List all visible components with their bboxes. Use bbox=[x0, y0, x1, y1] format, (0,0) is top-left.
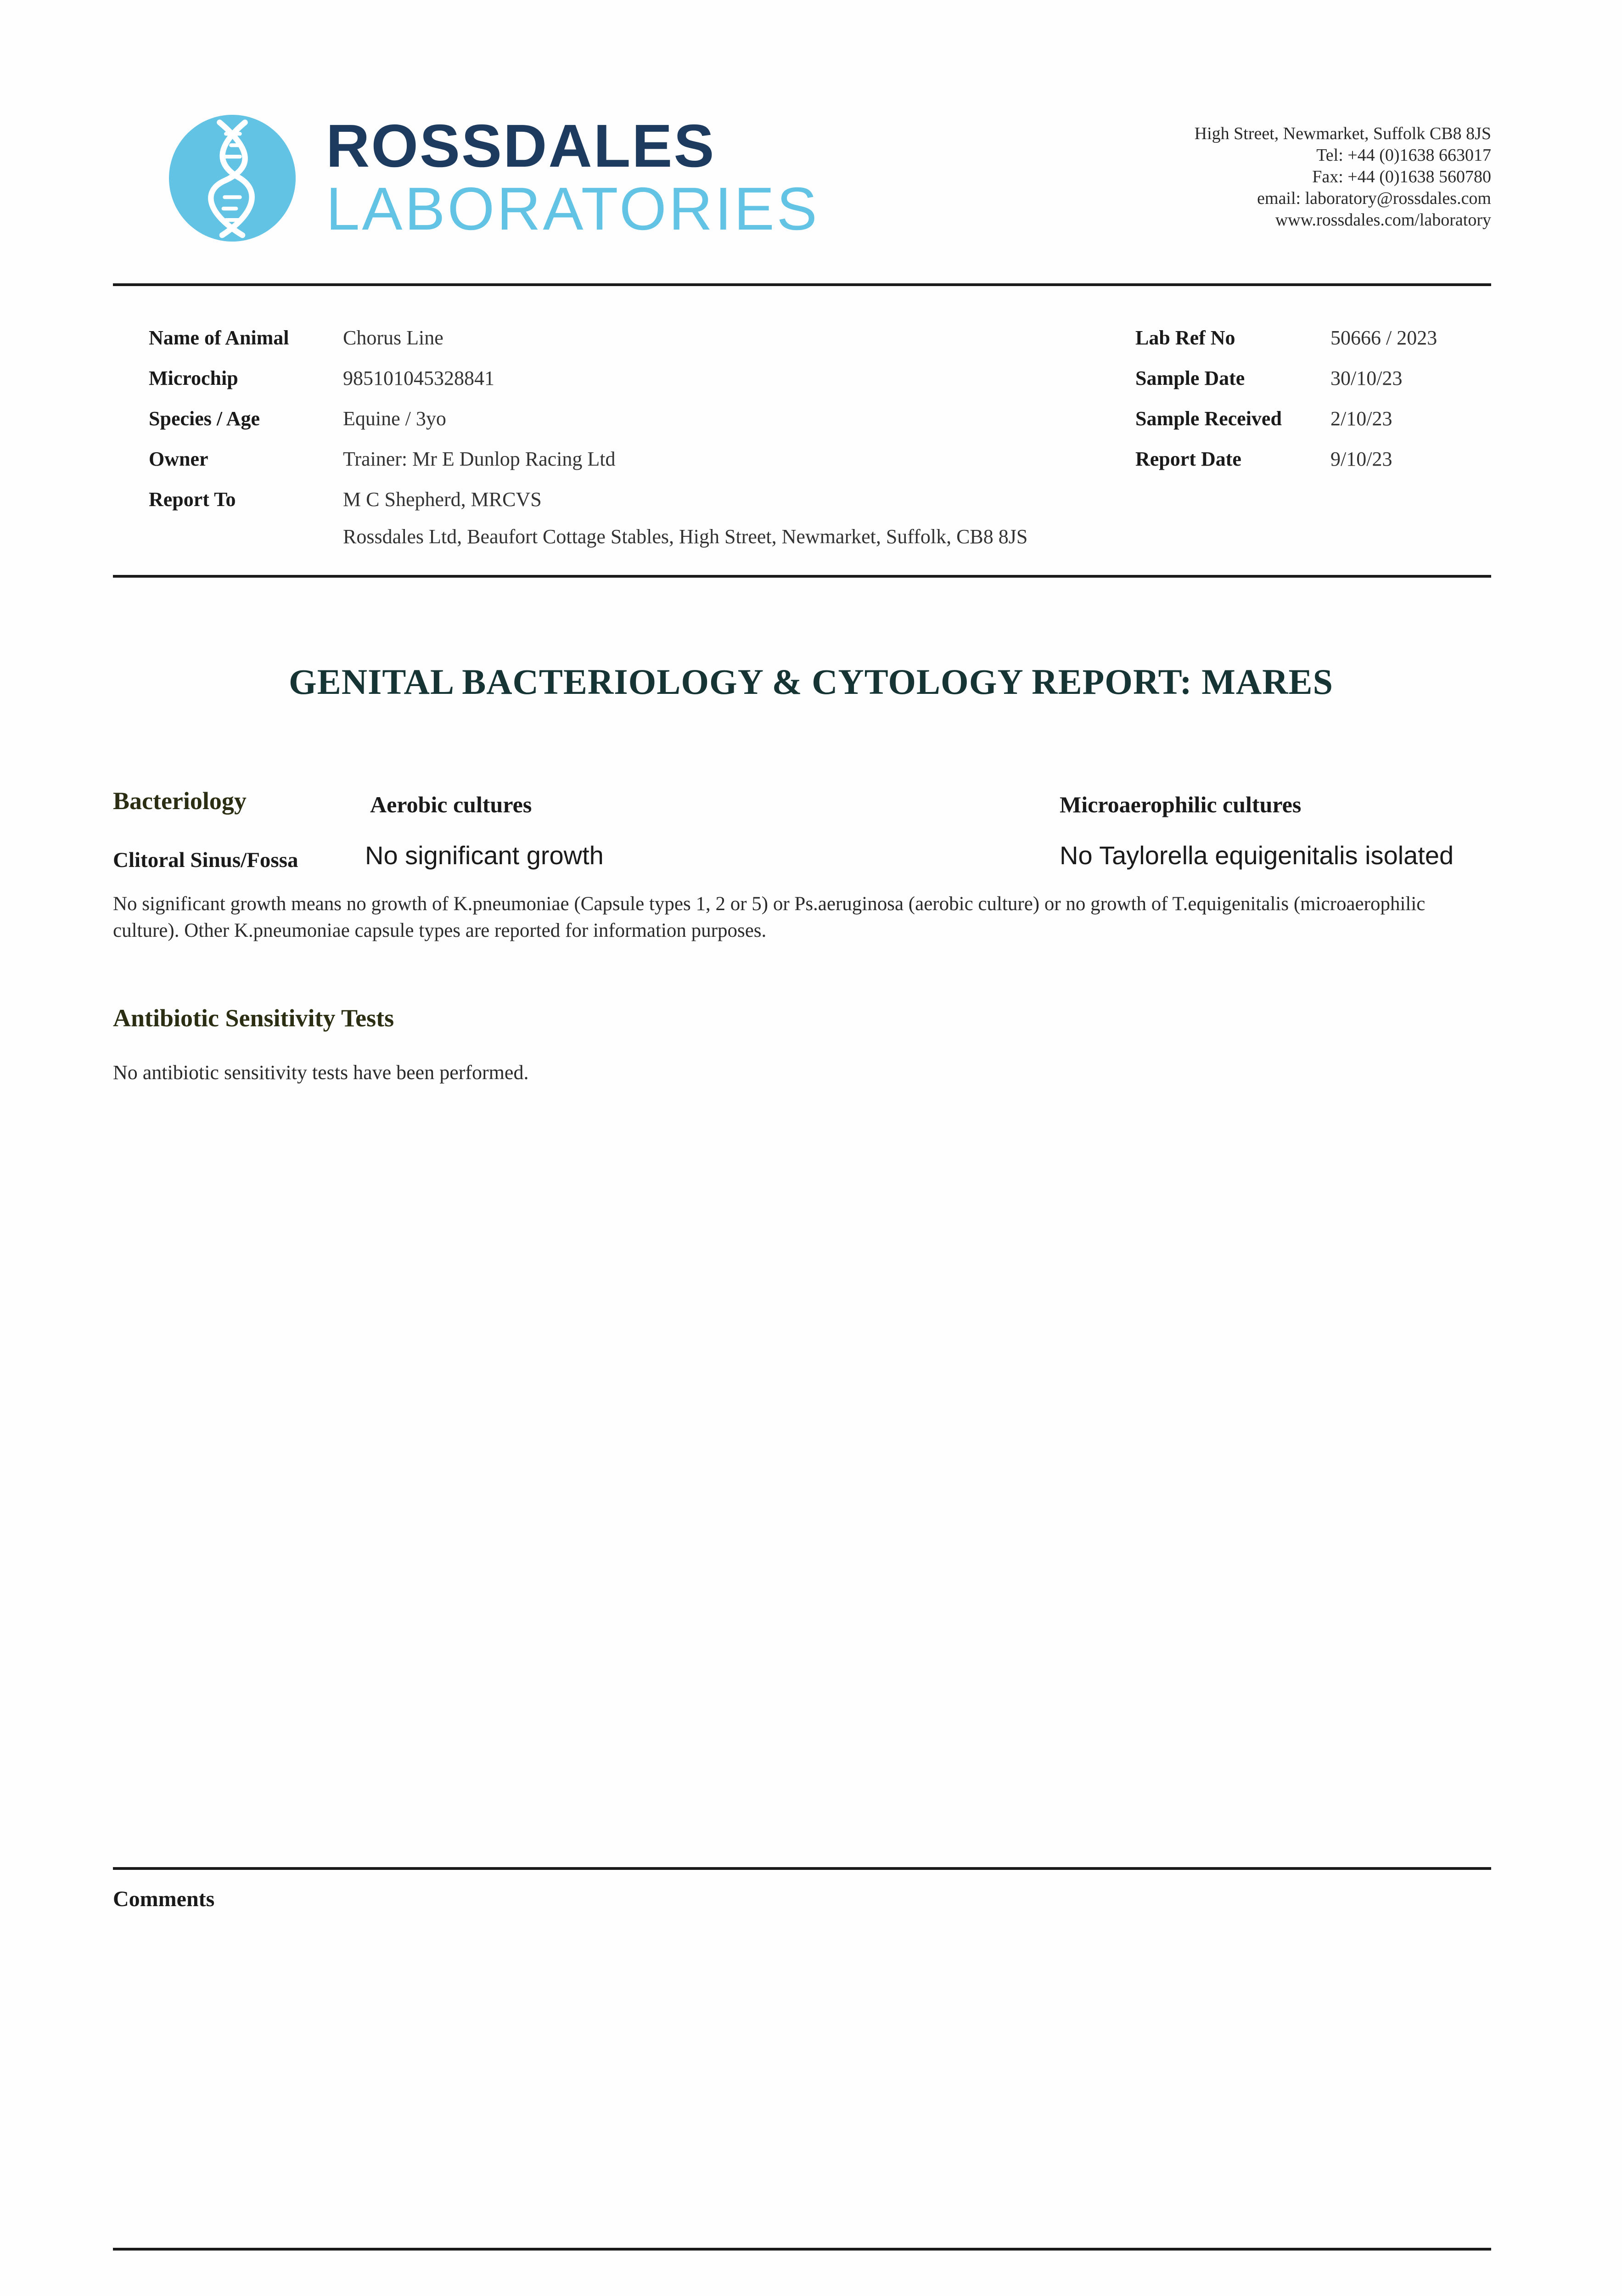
microaerophilic-result: No Taylorella equigenitalis isolated bbox=[1060, 841, 1454, 870]
sample-received-label: Sample Received bbox=[1135, 407, 1282, 430]
species-age-value: Equine / 3yo bbox=[343, 407, 446, 430]
microaerophilic-cultures-heading: Microaerophilic cultures bbox=[1060, 792, 1302, 817]
contact-fax: Fax: +44 (0)1638 560780 bbox=[1312, 167, 1491, 186]
contact-website[interactable]: www.rossdales.com/laboratory bbox=[1275, 210, 1491, 230]
logo-wordmark-rossdales: ROSSDALES bbox=[326, 112, 716, 180]
name-of-animal-label: Name of Animal bbox=[149, 326, 289, 349]
aerobic-result: No significant growth bbox=[365, 841, 604, 870]
sample-received-value: 2/10/23 bbox=[1330, 407, 1392, 430]
antibiotic-sensitivity-text: No antibiotic sensitivity tests have been performed. bbox=[113, 1061, 529, 1084]
footer-divider bbox=[113, 2248, 1491, 2251]
logo-wordmark-laboratories: LABORATORIES bbox=[326, 175, 819, 242]
microchip-value: 985101045328841 bbox=[343, 367, 494, 389]
owner-label: Owner bbox=[149, 448, 208, 470]
lab-ref-label: Lab Ref No bbox=[1135, 326, 1235, 349]
contact-address: High Street, Newmarket, Suffolk CB8 8JS bbox=[1194, 124, 1491, 143]
antibiotic-sensitivity-heading: Antibiotic Sensitivity Tests bbox=[113, 1004, 394, 1032]
comments-label: Comments bbox=[113, 1887, 215, 1911]
report-date-label: Report Date bbox=[1135, 448, 1241, 470]
species-age-label: Species / Age bbox=[149, 407, 260, 430]
report-to-value: M C Shepherd, MRCVS bbox=[343, 488, 542, 511]
contact-email[interactable]: email: laboratory@rossdales.com bbox=[1257, 189, 1491, 208]
info-divider bbox=[113, 575, 1491, 578]
dna-helix-icon bbox=[169, 115, 296, 242]
report-to-label: Report To bbox=[149, 488, 236, 511]
sample-site-label: Clitoral Sinus/Fossa bbox=[113, 848, 298, 872]
owner-value: Trainer: Mr E Dunlop Racing Ltd bbox=[343, 448, 616, 470]
bacteriology-note: No significant growth means no growth of K.pneumoniae (Capsule types 1, 2 or 5) or Ps.aeruginosa (aerobic culture) or no growth of T.equigenitalis (microaerophilic culture). Other K.pneumoniae capsule types are reported for information purposes. bbox=[113, 893, 1426, 941]
contact-tel: Tel: +44 (0)1638 663017 bbox=[1316, 146, 1491, 165]
comments-divider bbox=[113, 1867, 1491, 1870]
contact-block bbox=[1195, 123, 1491, 231]
report-date-value: 9/10/23 bbox=[1330, 448, 1392, 470]
name-of-animal-value: Chorus Line bbox=[343, 326, 443, 349]
report-to-address: Rossdales Ltd, Beaufort Cottage Stables, High Street, Newmarket, Suffolk, CB8 8JS bbox=[343, 525, 1028, 548]
aerobic-cultures-heading: Aerobic cultures bbox=[370, 792, 532, 817]
report-title: GENITAL BACTERIOLOGY & CYTOLOGY REPORT: MARES bbox=[289, 662, 1333, 702]
bacteriology-heading: Bacteriology bbox=[113, 787, 247, 815]
header-divider bbox=[113, 283, 1491, 286]
sample-date-value: 30/10/23 bbox=[1330, 367, 1403, 389]
lab-ref-value: 50666 / 2023 bbox=[1330, 326, 1437, 349]
microchip-label: Microchip bbox=[149, 367, 238, 389]
sample-date-label: Sample Date bbox=[1135, 367, 1245, 389]
